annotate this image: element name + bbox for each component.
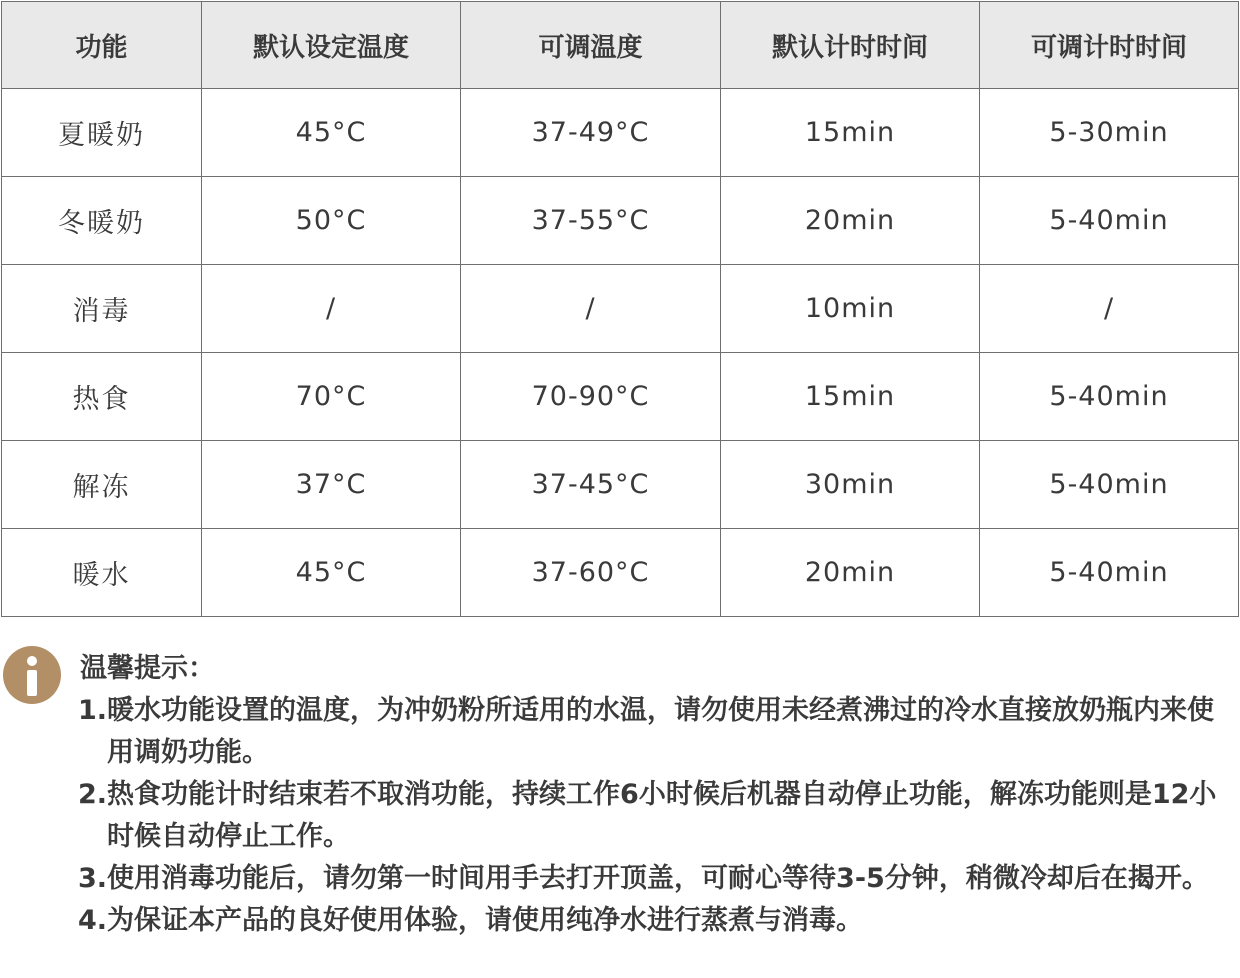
cell-default-time: 15min: [721, 353, 980, 441]
cell-adjustable-temp: 37-55°C: [461, 177, 721, 265]
tip-text: 使用消毒功能后，请勿第一时间用手去打开顶盖，可耐心等待3-5分钟，稍微冷却后在揭开。: [107, 863, 1209, 894]
info-icon-bar: [27, 670, 37, 696]
tip-text: 暖水功能设置的温度，为冲奶粉所适用的水温，请勿使用未经煮沸过的冷水直接放奶瓶内来使用调奶功能。: [107, 695, 1215, 768]
cell-default-time: 20min: [721, 177, 980, 265]
tip-number: 3.: [78, 863, 108, 894]
cell-default-time: 10min: [721, 265, 980, 353]
cell-function: 冬暖奶: [2, 177, 202, 265]
cell-function: 夏暖奶: [2, 89, 202, 177]
cell-adjustable-time: 5-40min: [980, 177, 1239, 265]
table-row: [2, 89, 1239, 177]
cell-default-temp: 70°C: [202, 353, 461, 441]
cell-function: 暖水: [2, 529, 202, 617]
cell-adjustable-time: 5-40min: [980, 529, 1239, 617]
tip-number: 2.: [78, 779, 108, 810]
tips-list: [78, 690, 1236, 942]
cell-default-time: 20min: [721, 529, 980, 617]
cell-default-temp: 37°C: [202, 441, 461, 529]
cell-adjustable-temp: 37-49°C: [461, 89, 721, 177]
cell-function: 热食: [2, 353, 202, 441]
tip-number: 1.: [78, 695, 108, 726]
table-row: [2, 529, 1239, 617]
table-row: [2, 177, 1239, 265]
cell-adjustable-time: 5-40min: [980, 441, 1239, 529]
tip-number: 4.: [78, 905, 108, 936]
cell-adjustable-time: 5-30min: [980, 89, 1239, 177]
info-icon-dot: [27, 656, 37, 666]
header-default-temp: 默认设定温度: [202, 2, 461, 89]
cell-adjustable-temp: /: [461, 265, 721, 353]
tip-item: [78, 858, 1236, 900]
tips-section: [0, 640, 1240, 978]
header-adjustable-time: 可调计时时间: [980, 2, 1239, 89]
cell-default-temp: 50°C: [202, 177, 461, 265]
cell-adjustable-time: 5-40min: [980, 353, 1239, 441]
tip-item: [78, 690, 1236, 774]
cell-default-temp: /: [202, 265, 461, 353]
cell-function: 消毒: [2, 265, 202, 353]
cell-default-temp: 45°C: [202, 89, 461, 177]
header-function: 功能: [2, 2, 202, 89]
tip-text: 热食功能计时结束若不取消功能，持续工作6小时候后机器自动停止功能，解冻功能则是12小时候自动停止工作。: [107, 779, 1217, 852]
cell-adjustable-temp: 37-45°C: [461, 441, 721, 529]
cell-function: 解冻: [2, 441, 202, 529]
tip-text: 为保证本产品的良好使用体验，请使用纯净水进行蒸煮与消毒。: [107, 905, 864, 936]
info-icon: [3, 646, 61, 704]
header-adjustable-temp: 可调温度: [461, 2, 721, 89]
table-row: [2, 441, 1239, 529]
cell-adjustable-temp: 37-60°C: [461, 529, 721, 617]
cell-default-temp: 45°C: [202, 529, 461, 617]
cell-adjustable-time: /: [980, 265, 1239, 353]
cell-default-time: 15min: [721, 89, 980, 177]
tip-item: [78, 774, 1236, 858]
table-header-row: [2, 2, 1239, 89]
tips-title: 温馨提示：: [80, 653, 215, 684]
tip-item: [78, 900, 1236, 942]
cell-adjustable-temp: 70-90°C: [461, 353, 721, 441]
table-row: [2, 265, 1239, 353]
cell-default-time: 30min: [721, 441, 980, 529]
table-row: [2, 353, 1239, 441]
header-default-time: 默认计时时间: [721, 2, 980, 89]
function-spec-table: [1, 1, 1239, 617]
